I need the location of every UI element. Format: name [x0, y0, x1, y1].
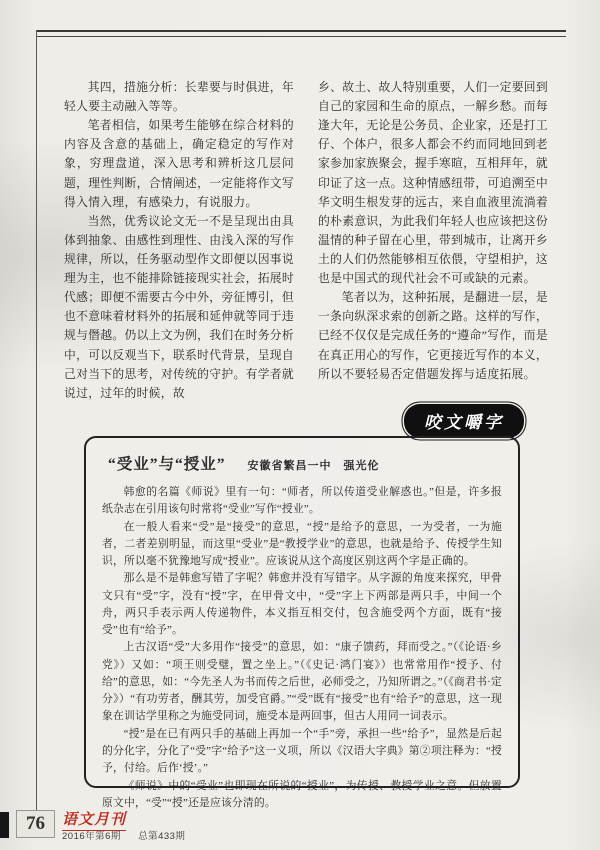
top-double-rule — [36, 30, 566, 37]
feature-title: “受业”与“授业” — [108, 456, 226, 473]
paragraph: 笔者以为，这种拓展，是翻进一层，是一条向纵深求索的创新之路。这样的写作，已经不仅仅是完成任务的“遵命”写作，而是在真正用心的写作，它更接近写作的本义，所以不要轻易否定借题发挥与适度拓展。 — [318, 290, 548, 381]
paragraph: 其四，措施分析：长辈要与时俱进，年轻人要主动融入等等。 — [64, 80, 294, 114]
paragraph: 在一般人看来“受”是“接受”的意思，“授”是给予的意思，一为受者，一为施者，二者差别明显，而这里“受业”是“教授学业”的意思，也就是给予、传授学生知识，所以毫不犹豫地写成“授业”。应该说从这个高度区别这两个字是正确的。 — [102, 520, 502, 568]
footer-black-bar — [0, 812, 9, 838]
feature-article-box — [84, 436, 520, 809]
right-column — [318, 78, 548, 403]
paragraph: 上古汉语“受”大多用作“接受”的意思，如：“康子馈药，拜而受之。”（《论语·乡党》）又如：“项王则受璧，置之坐上。”（《史记·鸿门宴》）也常常用作“授予、付给”的意思，如：“今先圣人为书而传之后世，必师受之，乃知所谓之。”（《商君书·定分》）“有功劳者，酬其劳，加受官爵。”“受”既有“接受”也有“给予”的意思，这一现象在训诂学里称之为施受同词，施受本是两回事，但古人用同一词表示。 — [102, 641, 502, 723]
volume-number: 总第433期 — [138, 831, 186, 842]
issue-info — [62, 828, 199, 842]
left-column — [64, 78, 294, 403]
article-body — [64, 78, 548, 403]
column-badge-yaowenjiaozi: 咬文嚼字 — [404, 404, 524, 438]
paragraph: 乡、故土、故人特别重要，人们一定要回到自己的家园和生命的原点，一解乡愁。而每逢大年，无论是公务员、企业家，还是打工仔、个体户，很多人都会不约而同地回到老家参加家族聚会，握手寒暄，互相拜年，就印证了这一点。这种情感纽带，可追溯至中华文明生根发芽的远古，来自血液里流淌着的朴素意识，为此我们年轻人也应该把这份温情的种子留在心里，带到城市，让离开乡土的人们仍然能够相互依偎，守望相护，这也是中国式的现代社会不可或缺的元素。 — [318, 80, 548, 286]
paragraph: 韩愈的名篇《师说》里有一句：“师者，所以传道受业解惑也。”但是，许多报纸杂志在引用该句时常将“受业”写作“授业”。 — [102, 486, 502, 516]
paragraph: 那么是不是韩愈写错了字呢？韩愈并没有写错字。从字源的角度来探究，甲骨文只有“受”字，没有“授”字，在甲骨文中，“受”字上下两部是两只手，中间一个舟，两只手表示两人传递物件，本义指互相交付，包含施受两个方面，既有“接受”也有“给予”。 — [102, 572, 502, 637]
issue-number: 2016年第6期 — [62, 831, 121, 842]
journal-logo: 语文月刊 — [62, 808, 126, 831]
paragraph: 当然，优秀议论文无一不是呈现出由具体到抽象、由感性到理性、由浅入深的写作规律，所以，任务驱动型作文即便以因事说理为主，也不能排除链接现实社会，拓展时代感；即便不需要古今中外，旁征博引，但也不意味着材料外的拓展和延伸就等同于违规与僭越。仍以上文为例，我们在时务分析中，可以反观当下，联系时代背景，呈现自己对当下的思考，对传统的守护。有学者就说过，过年的时候，故 — [64, 213, 294, 400]
paragraph: 笔者相信，如果考生能够在综合材料的内容及含意的基础上，确定稳定的写作对象，穷理盘道，深入思考和辨析这几层问题，理性判断，合情阐述，一定能将作文写得入情入理，有感染力，有说服力。 — [64, 118, 294, 209]
page-number: 76 — [16, 810, 55, 838]
left-margin-rule — [36, 30, 37, 812]
feature-body — [102, 484, 502, 812]
feature-author: 安徽省繁昌一中 强光伦 — [247, 460, 380, 472]
feature-title-row — [108, 452, 502, 474]
page-footer — [0, 808, 600, 844]
paragraph: 《师说》中的“受业”也即现在所说的“授业”，为传授、教授学业之意。但放置原文中，“受”“授”还是应该分清的。 — [102, 779, 502, 809]
paragraph: “授”是在已有两只手的基础上再加一个“手”旁，承担一些“给予”，显然是后起的分化字，分化了“受”字“给予”这一义项，所以《汉语大字典》第②项注释为：“授予，付给。后作‘授’。” — [102, 727, 502, 775]
